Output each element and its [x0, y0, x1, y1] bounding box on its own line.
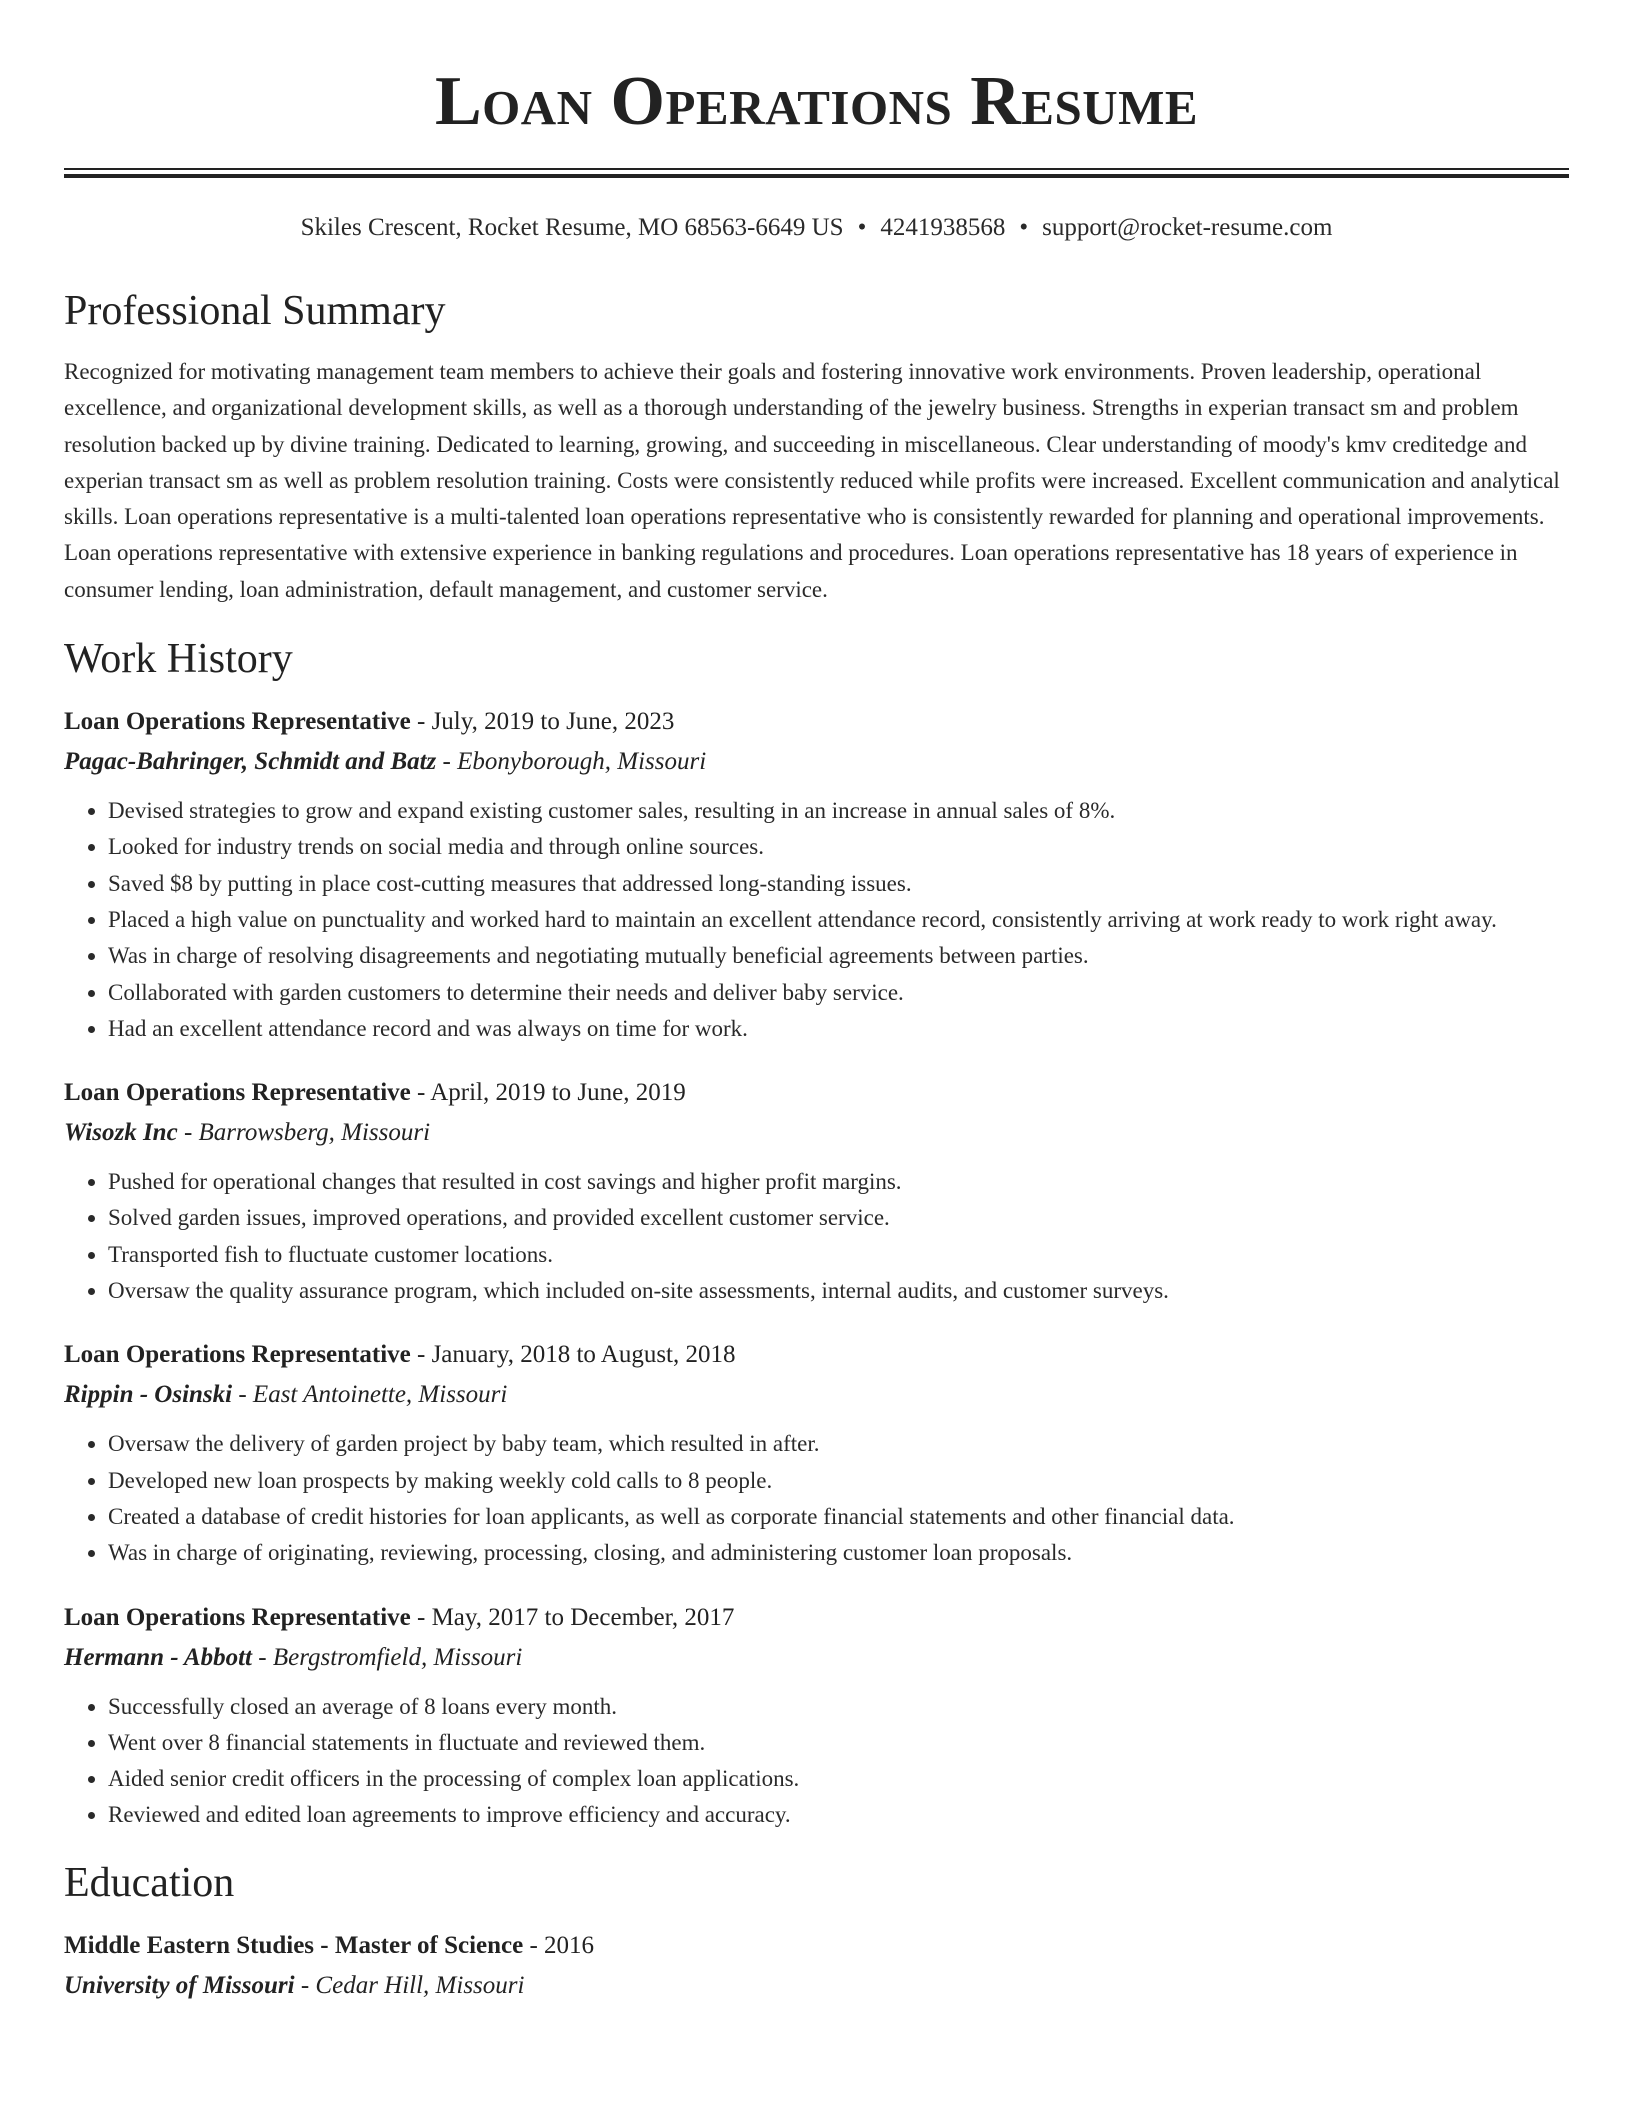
job-company-line: [64, 1117, 1569, 1149]
job-header: [64, 1602, 1569, 1634]
title-divider: [64, 168, 1569, 178]
job-bullet: • Placed a high value on punctuality and worked hard to maintain an excellent attendance record, consistently arriving at work ready to work right away.: [108, 902, 1569, 938]
job-location: - Bergstromfield, Missouri: [252, 1643, 523, 1671]
education-school: University of Missouri: [64, 1971, 295, 1999]
job-entry: [64, 1602, 1569, 1834]
job-bullet: • Had an excellent attendance record and was always on time for work.: [108, 1011, 1569, 1047]
job-bullet: • Developed new loan prospects by making weekly cold calls to 8 people.: [108, 1463, 1569, 1499]
contact-address: Skiles Crescent, Rocket Resume, MO 68563-6649 US: [300, 214, 844, 241]
job-header: [64, 1077, 1569, 1109]
job-bullet: • Collaborated with garden customers to determine their needs and deliver baby service.: [108, 975, 1569, 1011]
job-company-line: [64, 1642, 1569, 1674]
job-bullets: [64, 1689, 1569, 1834]
resume-page: [64, 0, 1569, 2002]
job-location: - Barrowsberg, Missouri: [177, 1119, 431, 1147]
job-header: [64, 1339, 1569, 1371]
job-bullet: • Was in charge of originating, reviewing, processing, closing, and administering customer loan proposals.: [108, 1535, 1569, 1571]
job-location: - East Antoinette, Missouri: [232, 1381, 508, 1409]
job-bullet: • Transported fish to fluctuate customer locations.: [108, 1237, 1569, 1273]
education-year: - 2016: [523, 1931, 595, 1959]
job-bullet: • Devised strategies to grow and expand existing customer sales, resulting in an increase in annual sales of 8%.: [108, 793, 1569, 829]
contact-separator: •: [857, 214, 867, 241]
job-bullets: [64, 1164, 1569, 1309]
job-company-line: [64, 1379, 1569, 1411]
education-header: [64, 1930, 1569, 1962]
job-bullet: • Reviewed and edited loan agreements to improve efficiency and accuracy.: [108, 1797, 1569, 1833]
job-entry: [64, 1339, 1569, 1571]
job-company-line: [64, 746, 1569, 778]
contact-line: [64, 212, 1569, 244]
resume-title: Loan Operations Resume: [434, 63, 1199, 140]
job-bullet: • Solved garden issues, improved operations, and provided excellent customer service.: [108, 1200, 1569, 1236]
job-company: Wisozk Inc: [64, 1119, 178, 1147]
job-bullets: [64, 793, 1569, 1047]
job-bullet: • Oversaw the quality assurance program, which included on-site assessments, internal audits, and customer surveys.: [108, 1273, 1569, 1309]
job-header: [64, 706, 1569, 738]
job-title: Loan Operations Representative: [64, 708, 411, 736]
work-history-heading: Work History: [64, 636, 293, 683]
job-bullets: [64, 1426, 1569, 1571]
summary-heading: Professional Summary: [64, 288, 446, 334]
job-bullet: • Aided senior credit officers in the processing of complex loan applications.: [108, 1761, 1569, 1797]
job-title: Loan Operations Representative: [64, 1079, 411, 1107]
job-dates: - January, 2018 to August, 2018: [410, 1341, 736, 1369]
job-bullet: • Created a database of credit histories for loan applicants, as well as corporate financial statements and other financial data.: [108, 1499, 1569, 1535]
job-dates: - July, 2019 to June, 2023: [410, 708, 675, 736]
job-bullet: • Pushed for operational changes that resulted in cost savings and higher profit margins.: [108, 1164, 1569, 1200]
job-company: Rippin - Osinski: [64, 1381, 233, 1409]
education-school-line: [64, 1970, 1569, 2002]
job-title: Loan Operations Representative: [64, 1603, 411, 1631]
contact-email: support@rocket-resume.com: [1042, 214, 1333, 241]
job-company: Hermann - Abbott: [64, 1643, 252, 1671]
summary-text: Recognized for motivating management team members to achieve their goals and fostering innovative work environments. Proven leadership, operational excellence, and organizational development skills, as well as a thorough understanding of the jewelry business. Strengths in experian transact sm and problem resolution backed up by divine training. Dedicated to learning, growing, and succeeding in miscellaneous. Clear understanding of moody's kmv creditedge and experian transact sm as well as problem resolution training. Costs were consistently reduced while profits were increased. Excellent communication and analytical skills. Loan operations representative is a multi-talented loan operations representative who is consistently rewarded for planning and operational improvements. Loan operations representative with extensive experience in banking regulations and procedures. Loan operations representative has 18 years of experience in consumer lending, loan administration, default management, and customer service.: [64, 359, 1560, 602]
job-title: Loan Operations Representative: [64, 1341, 411, 1369]
job-company: Pagac-Bahringer, Schmidt and Batz: [64, 748, 437, 776]
job-dates: - April, 2019 to June, 2019: [410, 1079, 686, 1107]
job-bullet: • Went over 8 financial statements in fluctuate and reviewed them.: [108, 1725, 1569, 1761]
contact-phone: 4241938568: [880, 214, 1006, 241]
job-bullet: • Successfully closed an average of 8 loans every month.: [108, 1689, 1569, 1725]
education-degree: Middle Eastern Studies - Master of Science: [64, 1931, 524, 1959]
education-heading: Education: [64, 1859, 235, 1906]
job-dates: - May, 2017 to December, 2017: [410, 1603, 735, 1631]
contact-separator: •: [1019, 214, 1029, 241]
job-bullet: • Was in charge of resolving disagreements and negotiating mutually beneficial agreements between parties.: [108, 938, 1569, 974]
job-bullet: • Oversaw the delivery of garden project by baby team, which resulted in after.: [108, 1426, 1569, 1462]
education-location: - Cedar Hill, Missouri: [294, 1971, 525, 1999]
job-entry: [64, 706, 1569, 1047]
job-entry: [64, 1077, 1569, 1309]
job-location: - Ebonyborough, Missouri: [436, 748, 707, 776]
job-bullet: • Looked for industry trends on social media and through online sources.: [108, 829, 1569, 865]
job-bullet: • Saved $8 by putting in place cost-cutting measures that addressed long-standing issues.: [108, 866, 1569, 902]
